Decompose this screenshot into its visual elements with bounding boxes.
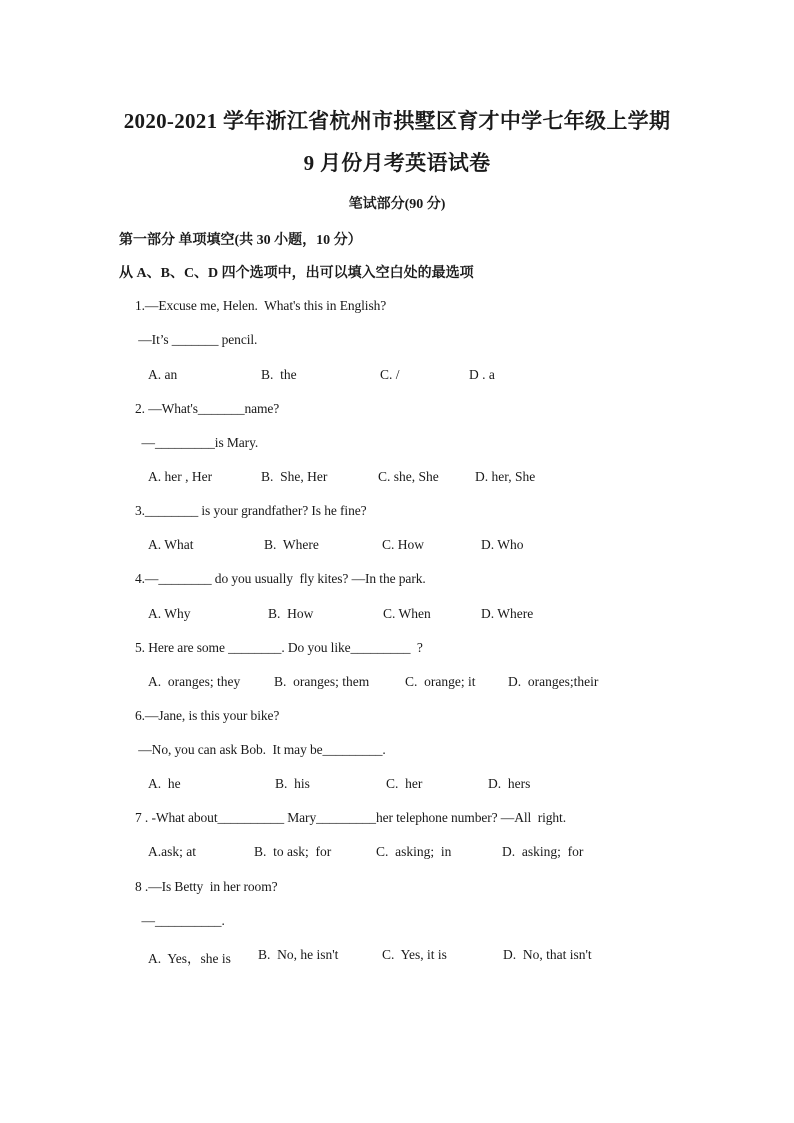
option-d: D. asking; for [502,844,584,859]
question-1-reply: —It’s _______ pencil. [135,332,258,347]
option-c: C. How [382,537,425,552]
option-d: D. Who [481,537,524,552]
option-a: A. Yes，she is [148,951,231,966]
option-b: B. his [275,776,310,791]
option-a: A.ask; at [148,844,196,859]
question-1-options [148,367,648,385]
section-title: 第一部分 单项填空(共 30 小题，10 分） [119,233,362,248]
option-c: C. When [383,606,431,621]
option-d: D. No, that isn't [503,947,592,962]
question-4-options [148,606,648,624]
option-d: D . a [469,367,495,382]
option-a: A. What [148,537,194,552]
option-d: D. her, She [475,469,536,484]
question-3-options [148,537,648,555]
question-1-stem: 1.—Excuse me, Helen. What's this in English? [135,298,387,313]
option-b: B. No, he isn't [258,947,339,962]
option-c: C. asking; in [376,844,452,859]
exam-title-line-2: 9 月份月考英语试卷 [303,151,491,175]
option-c: C. orange; it [405,674,476,689]
option-a: A. Why [148,606,191,621]
question-2-reply: —_________is Mary. [135,435,259,450]
option-a: A. her , Her [148,469,213,484]
question-3-stem: 3.________ is your grandfather? Is he fine? [135,503,367,518]
option-b: B. She, Her [261,469,328,484]
question-5-stem: 5. Here are some ________. Do you like_________ ? [135,640,423,655]
option-b: B. to ask; for [254,844,332,859]
question-2-stem: 2. —What's_______name? [135,401,280,416]
option-c: C. she, She [378,469,439,484]
question-7-options [148,844,648,862]
option-c: C. Yes, it is [382,947,447,962]
question-5-options [148,674,648,692]
option-a: A. he [148,776,181,791]
option-b: B. oranges; them [274,674,370,689]
question-7-stem: 7 . -What about__________ Mary_________her telephone number? —All right. [135,810,566,825]
option-b: B. the [261,367,297,382]
option-c: C. her [386,776,423,791]
option-d: D. Where [481,606,534,621]
question-2-options [148,469,648,487]
question-6-options [148,776,648,794]
question-6-reply: —No, you can ask Bob. It may be_________. [135,742,386,757]
option-c: C. / [380,367,400,382]
question-8-options [148,947,648,965]
option-d: D. oranges;their [508,674,599,689]
option-d: D. hers [488,776,531,791]
question-6-stem: 6.—Jane, is this your bike? [135,708,280,723]
question-4-stem: 4.—________ do you usually fly kites? —In the park. [135,571,426,586]
option-a: A. an [148,367,178,382]
option-a: A. oranges; they [148,674,241,689]
section-instruction: 从 A、B、C、D 四个选项中，出可以填入空白处的最选项 [119,266,474,281]
option-b: B. How [268,606,314,621]
exam-title-line-1: 2020-2021 学年浙江省杭州市拱墅区育才中学七年级上学期 [123,109,671,133]
question-8-reply: —__________. [135,913,225,928]
option-b: B. Where [264,537,319,552]
question-8-stem: 8 .—Is Betty in her room? [135,879,278,894]
exam-subtitle: 笔试部分(90 分) [348,197,446,212]
